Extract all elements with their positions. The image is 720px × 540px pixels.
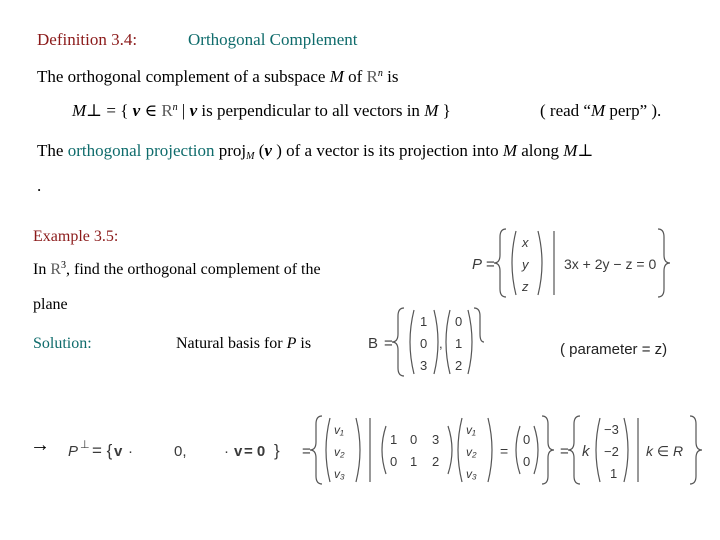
vector-paren-left: [512, 231, 516, 295]
svg-text:0: 0: [523, 454, 531, 469]
svg-text:k ∈ R: k ∈ R: [646, 443, 684, 459]
parameter-note: ( parameter = z): [560, 341, 668, 358]
svg-text:v₁: v₁: [466, 423, 476, 437]
definition-line-1: The orthogonal complement of a subspace M of $R^n$ is: [37, 67, 399, 86]
svg-text:·: ·: [128, 443, 133, 460]
set-brace-right: [658, 229, 670, 297]
svg-text:=: =: [384, 335, 393, 352]
svg-text:=: =: [486, 256, 495, 273]
svg-text:= {: = {: [92, 441, 113, 460]
svg-text:,: ,: [439, 336, 443, 351]
svg-text:z: z: [522, 279, 529, 294]
svg-text:=: =: [302, 443, 311, 460]
svg-text:v₃: v₃: [466, 467, 477, 481]
definition-line-2: M⊥ = { v ∈ $R^n$ | v is perpendicular to all vectors in M }: [72, 101, 451, 120]
vector-paren-right: [538, 231, 542, 295]
svg-text:0: 0: [410, 432, 418, 447]
arrow-icon: →: [30, 434, 50, 456]
svg-text:v₁: v₁: [334, 423, 344, 437]
orthogonal-complement-result: [64, 410, 704, 490]
svg-text:3x + 2y − z = 0: 3x + 2y − z = 0: [564, 256, 657, 272]
svg-text:P: P: [472, 256, 483, 273]
svg-text:y: y: [522, 257, 529, 272]
svg-text:=: =: [500, 443, 509, 459]
svg-text:0: 0: [455, 314, 463, 329]
svg-text:x: x: [522, 235, 529, 250]
svg-text:v₂: v₂: [466, 445, 477, 459]
svg-text:0,: 0,: [174, 443, 187, 460]
svg-text:2: 2: [432, 454, 440, 469]
svg-text:0: 0: [420, 336, 428, 351]
read-note: ( read “M perp” ).: [540, 101, 662, 120]
set-brace-left: [494, 229, 506, 297]
svg-text:1: 1: [390, 432, 398, 447]
definition-title: Orthogonal Complement: [188, 30, 358, 49]
trailing-dot: .: [37, 176, 42, 195]
svg-text:−2: −2: [604, 444, 619, 459]
svg-text:}: }: [274, 441, 280, 460]
plane-set-definition: [466, 225, 676, 301]
svg-text:=: =: [560, 443, 569, 460]
svg-text:1: 1: [420, 314, 428, 329]
svg-text:k: k: [582, 443, 590, 460]
svg-text:3: 3: [432, 432, 440, 447]
orthogonal-projection-term: orthogonal projection: [67, 141, 215, 160]
svg-text:B: B: [368, 335, 379, 352]
solution-label: Solution:: [33, 335, 92, 352]
basis-brace-right: [474, 308, 484, 342]
svg-text:v: v: [114, 443, 123, 460]
svg-text:·: ·: [224, 443, 229, 460]
svg-text:= 0: = 0: [244, 443, 266, 460]
definition-label: Definition 3.4:: [37, 30, 138, 49]
real-space-symbol: R: [366, 67, 378, 86]
svg-text:1: 1: [410, 454, 418, 469]
basis-brace-left: [392, 308, 404, 376]
svg-text:−3: −3: [604, 422, 619, 437]
svg-text:v₃: v₃: [334, 467, 345, 481]
example-text: In $R^3$, find the orthogonal complement of the: [33, 260, 321, 278]
svg-text:0: 0: [390, 454, 398, 469]
example-text-plane: plane: [33, 296, 68, 313]
basis-set: [364, 304, 484, 380]
svg-text:1: 1: [610, 466, 618, 481]
example-label: Example 3.5:: [33, 228, 119, 245]
projection-line: The orthogonal projection proj$_M$ (v ) of a vector is its projection into M along M⊥: [37, 141, 594, 162]
svg-text:v₂: v₂: [334, 445, 345, 459]
svg-text:3: 3: [420, 358, 428, 373]
svg-text:1: 1: [455, 336, 463, 351]
svg-text:0: 0: [523, 432, 531, 447]
svg-text:P: P: [68, 443, 79, 460]
basis-text: Natural basis for P is: [176, 335, 312, 352]
svg-text:v: v: [234, 443, 243, 460]
svg-text:2: 2: [455, 358, 463, 373]
svg-text:⊥: ⊥: [80, 439, 90, 451]
